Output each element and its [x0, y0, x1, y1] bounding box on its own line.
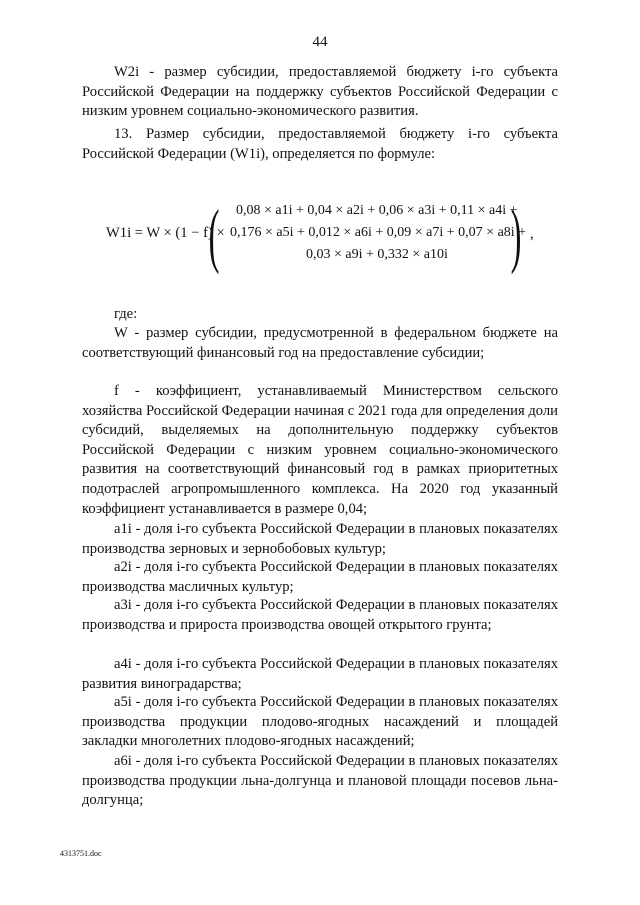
formula-row-3: 0,03 × a9i + 0,332 × a10i [306, 247, 448, 262]
formula-right-paren: ) [510, 195, 522, 275]
paragraph-a3i: a3i - доля i-го субъекта Российской Федерации в плановых показателях производства и прироста производства овощей открытого грунта; [82, 597, 558, 633]
paragraph-a6i: a6i - доля i-го субъекта Российской Федерации в плановых показателях производства продукции льна-долгунца и плановой площади посевов льна-долгунца; [82, 753, 558, 809]
formula-row-2: 0,176 × a5i + 0,012 × a6i + 0,09 × a7i + 0,07 × a8i + [230, 225, 527, 240]
paragraph-f: f - коэффициент, устанавливаемый Министерством сельского хозяйства Российской Федерации начиная с 2021 года для определения доли субсидий, выделяемых на дополнительную поддержку субъектов Российской Федерации с низким уровнем социально-экономического развития на соответствующий финансовый год в рамках приоритетных подотраслей агропромышленного комплекса. На 2020 год указанный коэффициент устанавливается в размере 0,04; [82, 383, 558, 517]
paragraph-gde: где: [114, 306, 138, 322]
formula-row-1: 0,08 × a1i + 0,04 × a2i + 0,06 × a3i + 0,11 × a4i + [236, 203, 518, 218]
formula-left-paren: ( [208, 195, 220, 275]
paragraph-13: 13. Размер субсидии, предоставляемой бюджету i-го субъекта Российской Федерации (W1i), определяется по формуле: [82, 126, 558, 162]
formula-lhs: W1i = W × (1 − f) × [106, 225, 225, 241]
page-number: 44 [312, 34, 328, 50]
paragraph-w2i: W2i - размер субсидии, предоставляемой бюджету i-го субъекта Российской Федерации на поддержку субъектов Российской Федерации с низким уровнем социально-экономического развития. [82, 64, 558, 120]
paragraph-a1i: a1i - доля i-го субъекта Российской Федерации в плановых показателях производства зерновых и зернобобовых культур; [82, 521, 558, 557]
footer-doc-id: 4313751.doc [60, 849, 102, 858]
paragraph-w: W - размер субсидии, предусмотренной в федеральном бюджете на соответствующий финансовый год на предоставление субсидии; [82, 325, 558, 361]
formula-comma: , [530, 226, 534, 242]
paragraph-a5i: a5i - доля i-го субъекта Российской Федерации в плановых показателях производства продукции плодово-ягодных насаждений и площадей закладки многолетних плодово-ягодных насаждений; [82, 694, 558, 750]
paragraph-a2i: a2i - доля i-го субъекта Российской Федерации в плановых показателях производства масличных культур; [82, 559, 558, 595]
paragraph-a4i: a4i - доля i-го субъекта Российской Федерации в плановых показателях развития виноградарства; [82, 656, 558, 692]
formula-w1i [106, 195, 536, 275]
